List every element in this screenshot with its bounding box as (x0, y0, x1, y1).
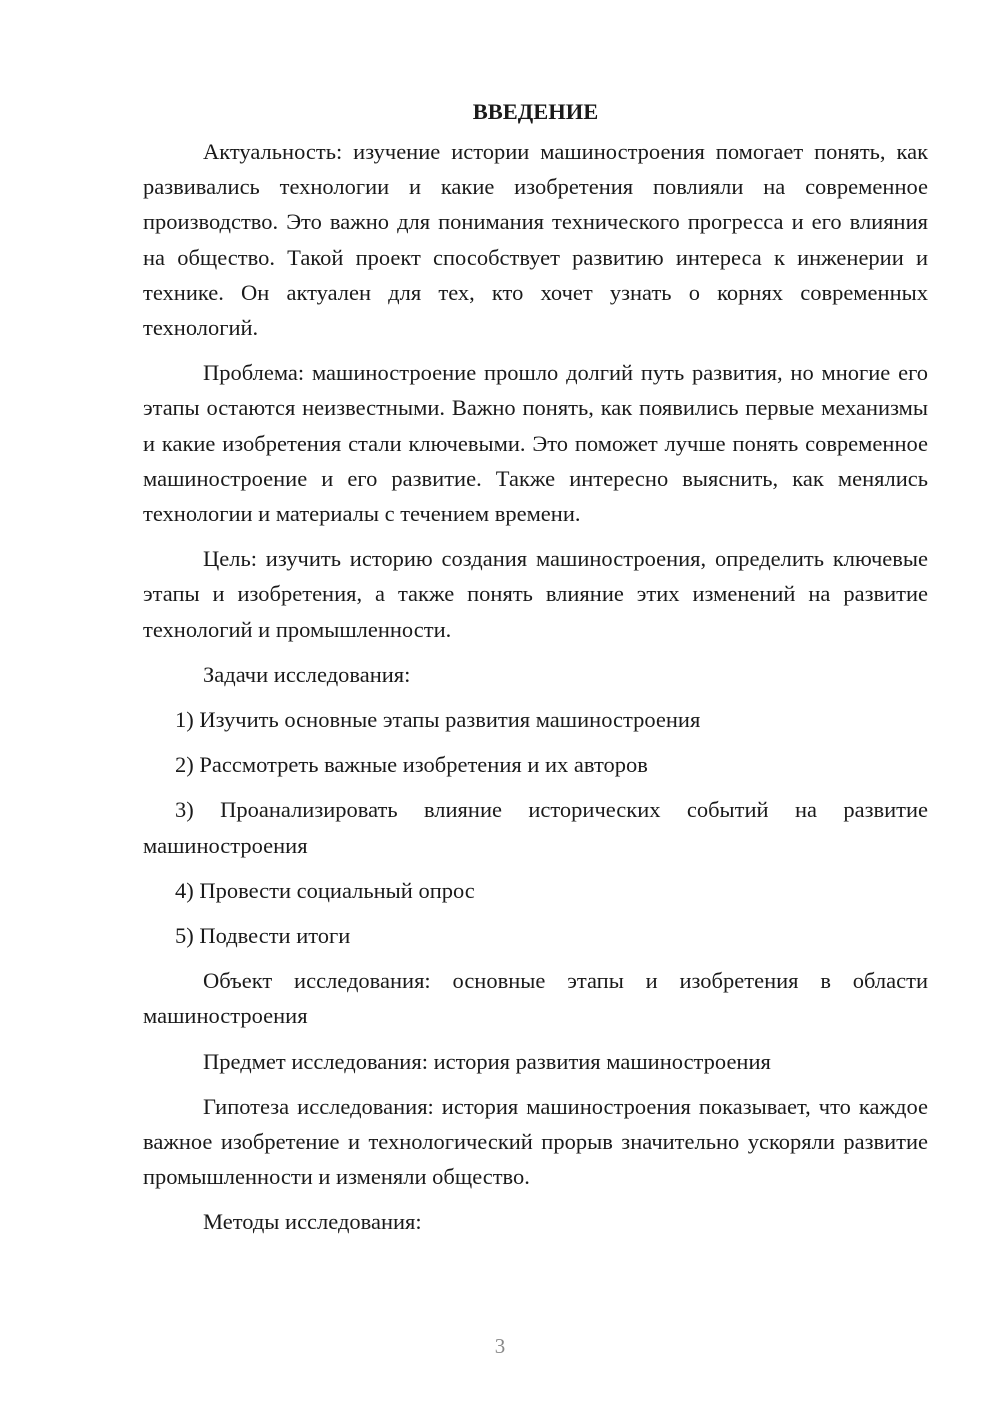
task-item-3: 3) Проанализировать влияние исторических событий на развитие машиностроения (143, 797, 928, 858)
subject-paragraph: Предмет исследования: история развития машиностроения (203, 1048, 771, 1074)
hypothesis-paragraph: Гипотеза исследования: история машиностроения показывает, что каждое важное изобретение и технологический прорыв значительно ускоряли развитие промышленности и изменяли общество. (143, 1093, 928, 1190)
relevance-paragraph: Актуальность: изучение истории машиностроения помогает понять, как развивались технологии и какие изобретения повлияли на современное производство. Это важно для понимания технического прогресса и его влияния на общество. Такой проект способствует развитию интереса к инженерии и технике. Он актуален для тех, кто хочет узнать о корнях современных технологий. (143, 139, 928, 341)
methods-paragraph: Методы исследования: (203, 1209, 422, 1235)
task-item-2: 2) Рассмотреть важные изобретения и их авторов (175, 752, 648, 778)
goal-paragraph: Цель: изучить историю создания машиностроения, определить ключевые этапы и изобретения, а также понять влияние этих изменений на развитие технологий и промышленности. (143, 546, 928, 642)
page-number: 3 (494, 1334, 506, 1358)
task-item-5: 5) Подвести итоги (175, 923, 351, 949)
task-item-1: 1) Изучить основные этапы развития машиностроения (175, 707, 701, 733)
tasks-title: Задачи исследования: (203, 661, 411, 687)
document-body (143, 96, 928, 1250)
problem-paragraph: Проблема: машиностроение прошло долгий путь развития, но многие его этапы остаются неизвестными. Важно понять, как появились первые механизмы и какие изобретения стали ключевыми. Это поможет лучше понять современное машиностроение и его развитие. Также интересно выяснить, как менялись технологии и материалы с течением времени. (143, 360, 928, 527)
task-item-4: 4) Провести социальный опрос (175, 877, 475, 903)
object-paragraph: Объект исследования: основные этапы и изобретения в области машиностроения (143, 968, 928, 1029)
section-heading: ВВЕДЕНИЕ (472, 99, 599, 124)
